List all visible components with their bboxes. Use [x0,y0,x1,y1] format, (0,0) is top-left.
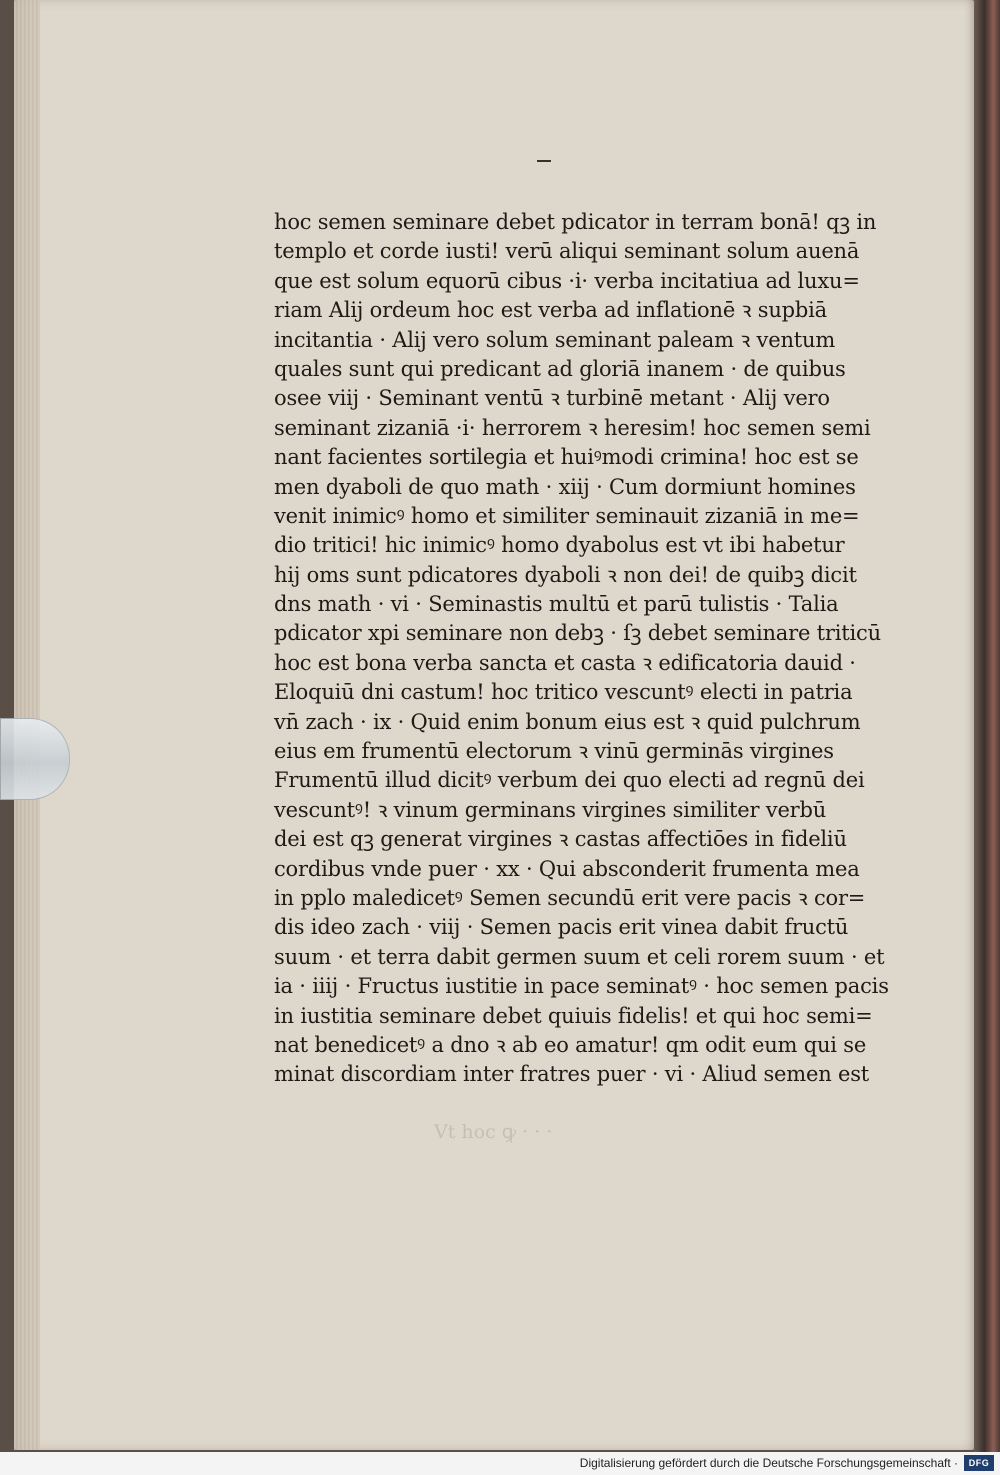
text-line: nant facientes sortilegia et huiꝰmodi crimina! hoc est se [274,445,859,470]
text-line: vn̄ zach · ix · Quid enim bonum eius est ꝛ quid pulchrum [274,709,861,734]
text-line: seminant zizaniā ·i· herrorem ꝛ heresim! hoc semen semi [274,415,871,440]
text-line: que est solum equorū cibus ·i· verba incitatiua ad luxu= [274,268,860,293]
text-line: ia · iiij · Fructus iustitie in pace seminatꝰ · hoc semen pacis [274,974,889,999]
text-line: quales sunt qui predicant ad gloriā inanem · de quibus [274,356,846,381]
text-line: dis ideo zach · viij · Semen pacis erit vinea dabit fructū [274,915,849,940]
text-line: cordibus vnde puer · xx · Qui absconderit frumenta mea [274,856,860,881]
text-line: minat discordiam inter fratres puer · vi · Aliud semen est [274,1062,870,1087]
text-line: dio tritici! hic inimicꝰ homo dyabolus est vt ibi habetur [274,533,845,558]
bleed-through-text: Vt hoc ꝙ · · · [434,1121,553,1143]
text-line: Eloquiū dni castum! hoc tritico vescuntꝰ electi in patria [274,680,853,705]
text-line: dns math · vi · Seminastis multū et parū tulistis · Talia [274,592,839,617]
text-line: nat benedicetꝰ a dno ꝛ ab eo amatur! qm odit eum qui se [274,1032,867,1057]
paper-page [14,0,974,1450]
text-line: templo et corde iusti! verū aliqui seminant solum auenā [274,239,860,264]
text-line: hij oms sunt pdicatores dyaboli ꝛ non dei! de quibꝫ dicit [274,562,857,587]
text-line: in pplo maledicetꝰ Semen secundū erit vere pacis ꝛ cor= [274,885,866,910]
text-line: suum · et terra dabit germen suum et celi rorem suum · et [274,944,885,969]
text-block [274,208,906,1090]
text-line: men dyaboli de quo math · xiij · Cum dormiunt homines [274,474,856,499]
text-line: vescuntꝰ! ꝛ vinum germinans virgines similiter verbū [274,797,827,822]
text-line: venit inimicꝰ homo et similiter seminauit zizaniā in me= [274,503,860,528]
dfg-logo: DFG [964,1455,994,1471]
text-line: in iustitia seminare debet quiuis fidelis! et qui hoc semi= [274,1003,873,1028]
printer-mark [537,160,551,162]
text-line: eius em frumentū electorum ꝛ vinū germinās virgines [274,739,834,764]
text-line: hoc est bona verba sancta et casta ꝛ edificatoria dauid · [274,650,856,675]
funding-credit: Digitalisierung gefördert durch die Deutsche Forschungsgemeinschaft · [579,1456,958,1470]
text-line: Frumentū illud dicitꝰ verbum dei quo electi ad regnū dei [274,768,865,793]
footer-bar [0,1452,1000,1475]
text-line: dei est qꝫ generat virgines ꝛ castas affectiōes in fideliū [274,827,847,852]
book-cover-edge [974,0,1000,1452]
text-line: hoc semen seminare debet pdicator in terram bonā! qꝫ in [274,210,877,234]
text-line: osee viij · Seminant ventū ꝛ turbinē metant · Alij vero [274,386,830,411]
text-line: pdicator xpi seminare non debꝫ · ſꝫ debet seminare triticū [274,621,881,646]
text-line: riam Alij ordeum hoc est verba ad inflationē ꝛ supbiā [274,298,827,323]
text-line: incitantia · Alij vero solum seminant paleam ꝛ ventum [274,327,836,352]
